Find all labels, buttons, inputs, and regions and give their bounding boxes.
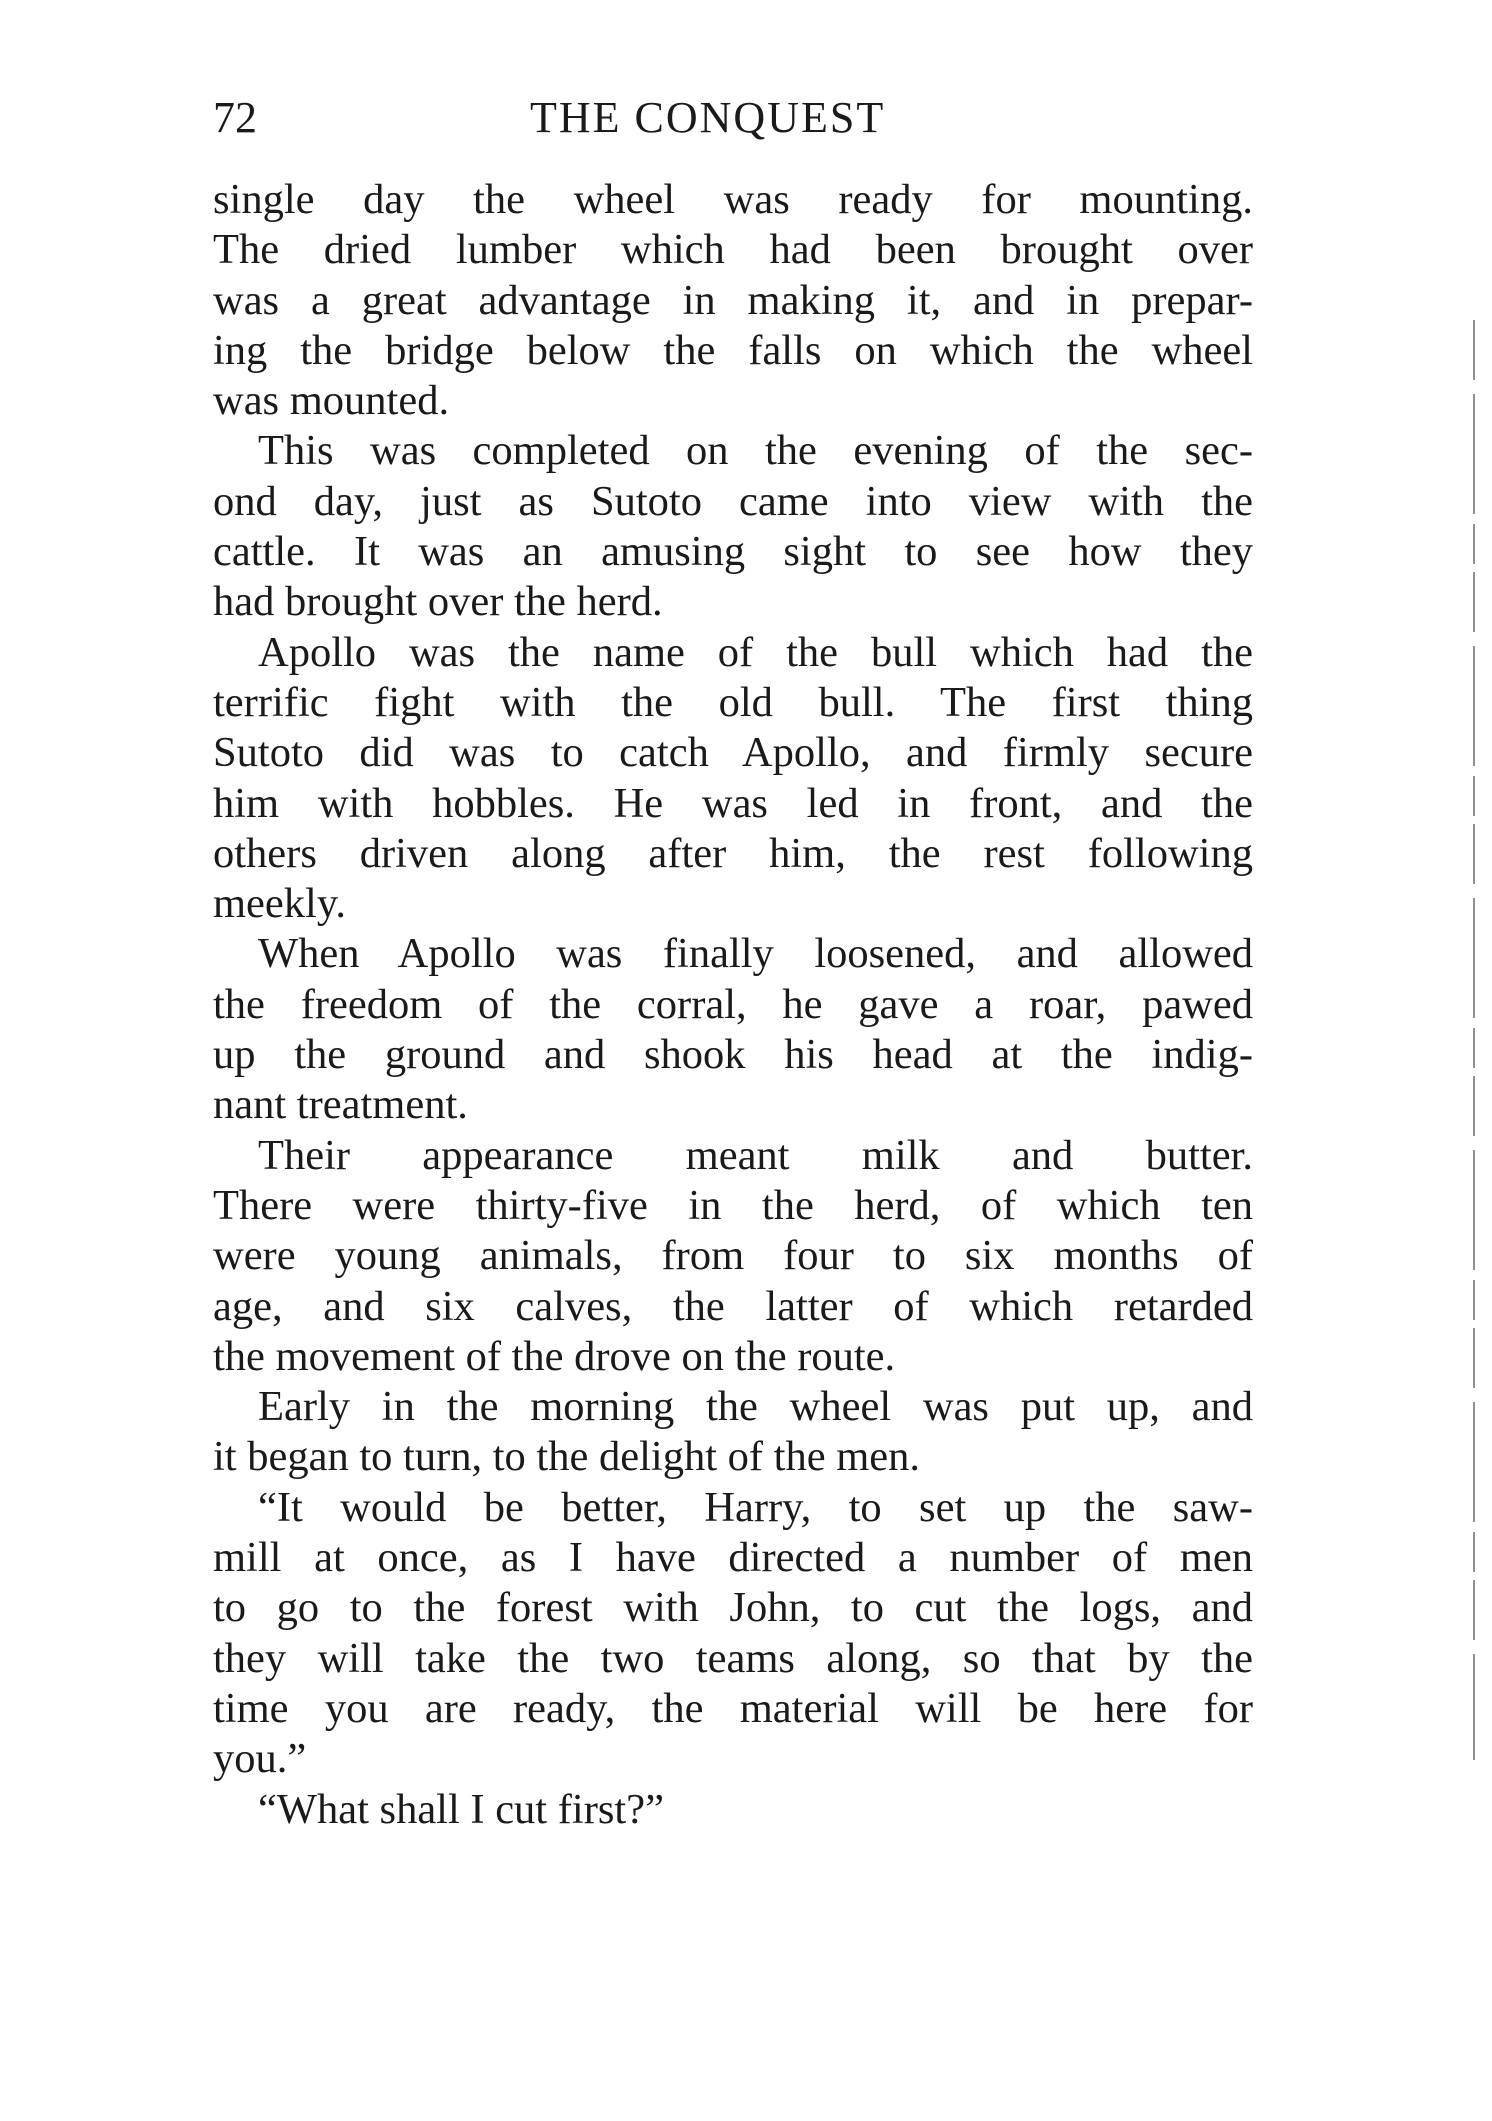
text-line: up the ground and shook his head at the indig- [213,1031,1253,1079]
text-line: Sutoto did was to catch Apollo, and firmly secure [213,729,1253,777]
text-line: Apollo was the name of the bull which had the [258,628,1253,676]
text-line: was a great advantage in making it, and in prepar- [213,276,1253,324]
running-head [213,88,1253,148]
text-line: meekly. [213,880,346,928]
text-line: were young animals, from four to six months of [213,1232,1253,1280]
running-title: THE CONQUEST [530,93,886,142]
text-line: it began to turn, to the delight of the men. [213,1433,920,1481]
text-line: Their appearance meant milk and butter. [258,1131,1253,1179]
text-line: The dried lumber which had been brought over [213,226,1253,274]
text-line: nant treatment. [213,1081,468,1129]
text-line: you.” [213,1735,307,1783]
text-line: cattle. It was an amusing sight to see how they [213,528,1253,576]
text-line: age, and six calves, the latter of which retarded [213,1282,1253,1330]
text-line: was mounted. [213,377,450,425]
text-line: ing the bridge below the falls on which the wheel [213,326,1253,374]
text-line: mill at once, as I have directed a number of men [213,1534,1253,1582]
text-line: they will take the two teams along, so that by the [213,1634,1253,1682]
text-line: “It would be better, Harry, to set up the saw- [258,1483,1253,1531]
page-edge-shadow [1452,0,1492,2121]
text-line: This was completed on the evening of the sec- [258,427,1253,475]
text-line: time you are ready, the material will be here for [213,1684,1253,1732]
text-line: him with hobbles. He was led in front, and the [213,779,1253,827]
text-line: to go to the forest with John, to cut the logs, and [213,1584,1253,1632]
text-line: There were thirty-five in the herd, of which ten [213,1181,1253,1229]
text-line: Early in the morning the wheel was put up, and [258,1383,1253,1431]
text-line: When Apollo was finally loosened, and allowed [258,930,1253,978]
text-line: terrific fight with the old bull. The first thing [213,678,1253,726]
text-line: had brought over the herd. [213,578,663,626]
text-line: others driven along after him, the rest following [213,829,1253,877]
text-line: ond day, just as Sutoto came into view with the [213,477,1253,525]
text-line: single day the wheel was ready for mounting. [213,176,1253,223]
text-line: “What shall I cut first?” [258,1785,664,1833]
text-line: the movement of the drove on the route. [213,1332,896,1380]
page-number: 72 [213,93,257,142]
text-line: the freedom of the corral, he gave a roar, pawed [213,980,1253,1028]
body-text [213,175,1253,1835]
